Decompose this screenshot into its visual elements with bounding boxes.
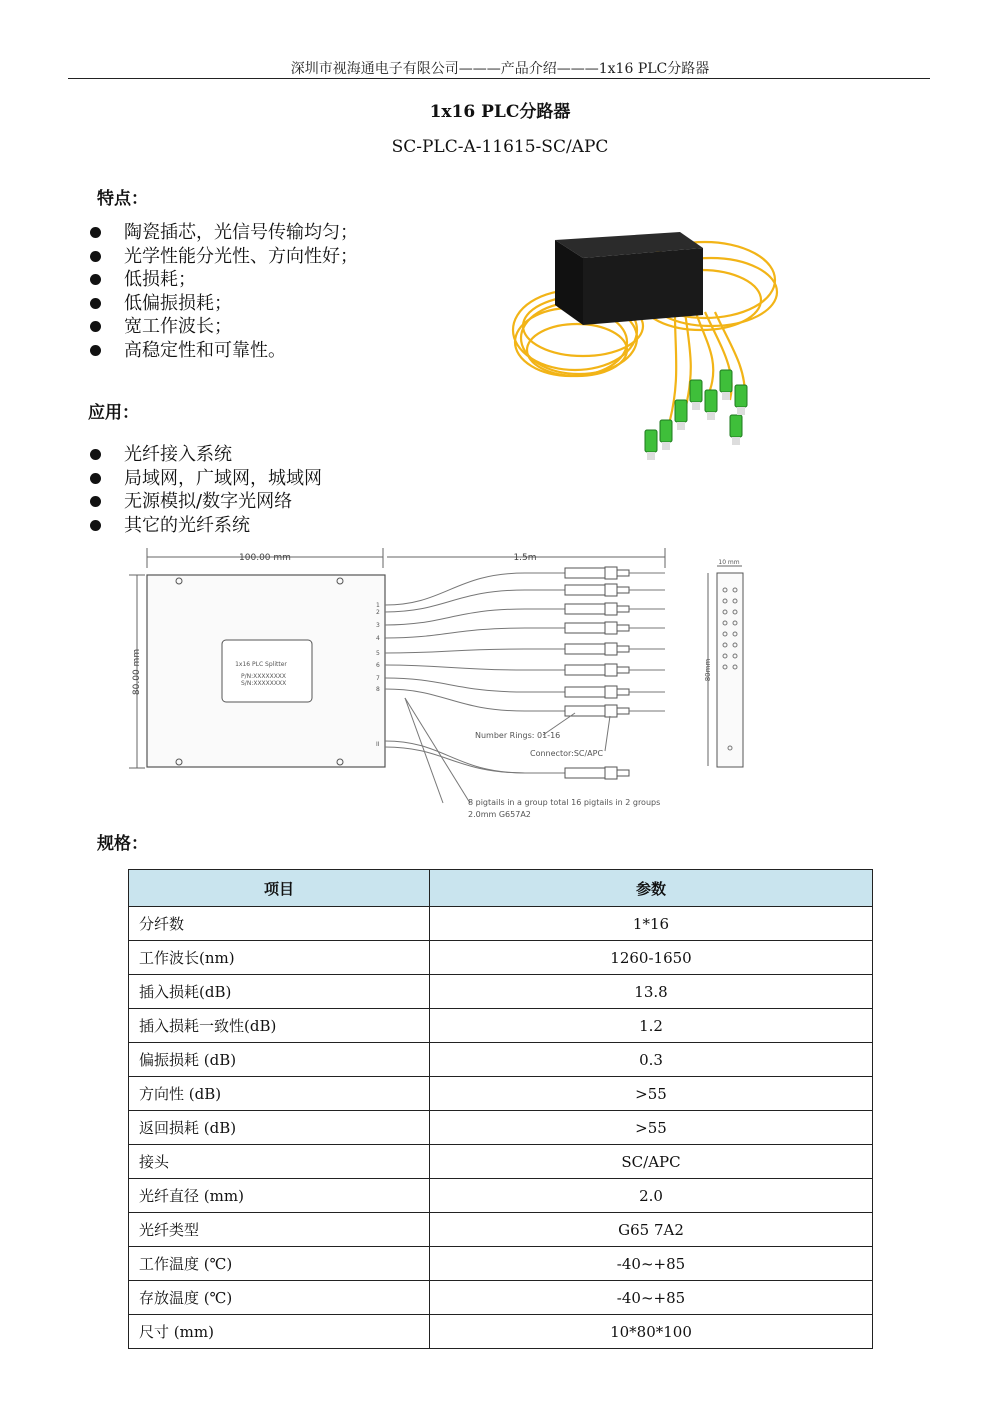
connector-tip bbox=[617, 770, 629, 776]
fiber-pigtail bbox=[385, 747, 525, 773]
connector-head bbox=[605, 686, 617, 698]
connector-head bbox=[605, 603, 617, 615]
connector-head bbox=[605, 622, 617, 634]
page-header: 深圳市视海通电子有限公司———产品介绍———1x16 PLC分路器 bbox=[290, 61, 710, 77]
note-connector: Connector:SC/APC bbox=[530, 749, 604, 758]
spec-value: 1*16 bbox=[430, 907, 873, 941]
table-row bbox=[129, 1213, 873, 1247]
table-row bbox=[129, 1111, 873, 1145]
connector-tip bbox=[617, 667, 629, 673]
label-sn: S/N:XXXXXXXX bbox=[241, 680, 287, 687]
spec-header-row bbox=[129, 870, 873, 907]
spec-item: 尺寸 (mm) bbox=[129, 1315, 430, 1349]
connector-head bbox=[605, 567, 617, 579]
column-header-item: 项目 bbox=[129, 870, 430, 907]
port-number: 5 bbox=[376, 650, 380, 657]
spec-value: G65 7A2 bbox=[430, 1213, 873, 1247]
table-row bbox=[129, 1247, 873, 1281]
connector-tip bbox=[617, 689, 629, 695]
port-number: 7 bbox=[376, 675, 380, 682]
spec-value: -40~+85 bbox=[430, 1247, 873, 1281]
features-list bbox=[88, 221, 358, 362]
connector-tip bbox=[617, 570, 629, 576]
feature-item: 低偏振损耗； bbox=[88, 292, 358, 316]
spec-value: 10*80*100 bbox=[430, 1315, 873, 1349]
table-row bbox=[129, 975, 873, 1009]
technical-drawing bbox=[125, 548, 785, 823]
header-divider bbox=[68, 78, 930, 79]
applications-list bbox=[88, 443, 322, 537]
feature-item: 宽工作波长； bbox=[88, 315, 358, 339]
splitter-side-view bbox=[717, 573, 743, 767]
width-dimension: 100.00 mm bbox=[239, 553, 291, 563]
feature-item: 光学性能分光性、方向性好； bbox=[88, 245, 358, 269]
spec-item: 光纤类型 bbox=[129, 1213, 430, 1247]
connector-tip bbox=[617, 646, 629, 652]
spec-item: 返回损耗 (dB) bbox=[129, 1111, 430, 1145]
fiber-pigtail bbox=[385, 665, 565, 670]
fiber-pigtail bbox=[385, 609, 565, 625]
spec-value: 1260-1650 bbox=[430, 941, 873, 975]
table-row bbox=[129, 1145, 873, 1179]
group-mark: II bbox=[376, 741, 380, 748]
connector-tip bbox=[617, 708, 629, 714]
spec-item: 存放温度 (℃) bbox=[129, 1281, 430, 1315]
features-heading: 特点： bbox=[97, 189, 148, 209]
applications-heading: 应用： bbox=[88, 403, 139, 423]
column-header-value: 参数 bbox=[430, 870, 873, 907]
spec-value: 2.0 bbox=[430, 1179, 873, 1213]
port-number: 3 bbox=[376, 622, 380, 629]
sc-apc-connector bbox=[565, 706, 605, 716]
application-item: 无源模拟/数字光网络 bbox=[88, 490, 322, 514]
sc-apc-connector bbox=[565, 768, 605, 778]
spec-value: -40~+85 bbox=[430, 1281, 873, 1315]
fiber-pigtail bbox=[385, 678, 565, 692]
spec-item: 接头 bbox=[129, 1145, 430, 1179]
application-item: 其它的光纤系统 bbox=[88, 514, 322, 538]
spec-item: 插入损耗(dB) bbox=[129, 975, 430, 1009]
sc-apc-connector bbox=[565, 644, 605, 654]
specs-heading: 规格： bbox=[97, 834, 148, 854]
note-pigtails: 8 pigtails in a group total 16 pigtails in 2 groups bbox=[468, 798, 661, 807]
port-number: 8 bbox=[376, 686, 380, 693]
spec-value: >55 bbox=[430, 1077, 873, 1111]
connector-head bbox=[605, 664, 617, 676]
spec-item: 光纤直径 (mm) bbox=[129, 1179, 430, 1213]
connector-head bbox=[605, 643, 617, 655]
connector-head bbox=[605, 584, 617, 596]
spec-value: 13.8 bbox=[430, 975, 873, 1009]
spec-value: >55 bbox=[430, 1111, 873, 1145]
fiber-pigtail bbox=[385, 573, 565, 605]
spec-item: 分纤数 bbox=[129, 907, 430, 941]
thickness-dimension: 10 mm bbox=[718, 559, 740, 566]
sc-apc-connector bbox=[565, 585, 605, 595]
table-row bbox=[129, 907, 873, 941]
application-item: 局域网，广域网，城域网 bbox=[88, 467, 322, 491]
label-title: 1x16 PLC Splitter bbox=[235, 661, 287, 668]
table-row bbox=[129, 1179, 873, 1213]
table-row bbox=[129, 1281, 873, 1315]
table-row bbox=[129, 941, 873, 975]
connector-tip bbox=[617, 587, 629, 593]
model-number: SC-PLC-A-11615-SC/APC bbox=[391, 137, 609, 157]
spec-item: 方向性 (dB) bbox=[129, 1077, 430, 1111]
connector-head bbox=[605, 705, 617, 717]
label-pn: P/N:XXXXXXXX bbox=[241, 673, 287, 680]
port-number: 6 bbox=[376, 662, 380, 669]
fiber-pigtail bbox=[385, 628, 565, 638]
sc-apc-connector bbox=[565, 687, 605, 697]
product-label bbox=[222, 640, 312, 702]
document-title: 1x16 PLC分路器 bbox=[429, 102, 571, 122]
table-row bbox=[129, 1009, 873, 1043]
sc-apc-connector bbox=[565, 604, 605, 614]
fiber-pigtail bbox=[385, 649, 565, 653]
note-fiber: 2.0mm G657A2 bbox=[468, 810, 531, 819]
table-row bbox=[129, 1077, 873, 1111]
connector-tip bbox=[617, 625, 629, 631]
feature-item: 陶瓷插芯，光信号传输均匀； bbox=[88, 221, 358, 245]
side-height-dimension: 80mm bbox=[704, 658, 712, 682]
sc-apc-connector bbox=[565, 623, 605, 633]
spec-value: 1.2 bbox=[430, 1009, 873, 1043]
spec-value: SC/APC bbox=[430, 1145, 873, 1179]
application-item: 光纤接入系统 bbox=[88, 443, 322, 467]
feature-item: 高稳定性和可靠性。 bbox=[88, 339, 358, 363]
spec-value: 0.3 bbox=[430, 1043, 873, 1077]
note-number-rings: Number Rings: 01-16 bbox=[475, 731, 561, 740]
product-photo bbox=[505, 220, 795, 490]
port-number: 1 bbox=[376, 602, 380, 609]
sc-apc-connector bbox=[565, 568, 605, 578]
sc-apc-connector bbox=[565, 665, 605, 675]
spec-item: 插入损耗一致性(dB) bbox=[129, 1009, 430, 1043]
spec-table bbox=[128, 869, 873, 1349]
length-dimension: 1.5m bbox=[513, 553, 537, 563]
table-row bbox=[129, 1315, 873, 1349]
table-row bbox=[129, 1043, 873, 1077]
spec-item: 工作温度 (℃) bbox=[129, 1247, 430, 1281]
port-number: 2 bbox=[376, 609, 380, 616]
connector-tip bbox=[617, 606, 629, 612]
feature-item: 低损耗； bbox=[88, 268, 358, 292]
connector-head bbox=[605, 767, 617, 779]
height-dimension: 80.00 mm bbox=[132, 648, 142, 696]
spec-item: 工作波长(nm) bbox=[129, 941, 430, 975]
port-number: 4 bbox=[376, 635, 380, 642]
spec-item: 偏振损耗 (dB) bbox=[129, 1043, 430, 1077]
